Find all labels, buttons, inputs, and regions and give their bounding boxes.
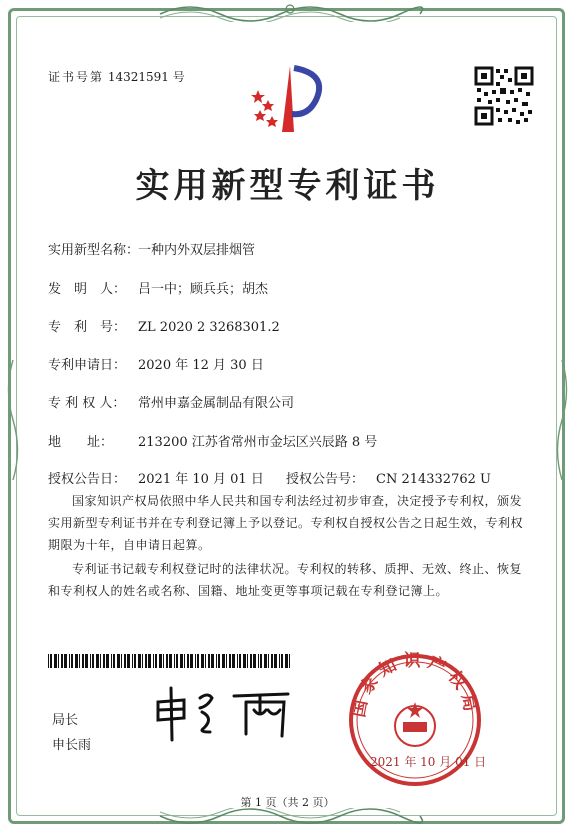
field-value: ZL 2020 2 3268301.2 xyxy=(138,320,280,335)
barcode-bar xyxy=(222,654,225,668)
barcode-bar xyxy=(103,654,105,668)
field-value: 一种内外双层排烟管 xyxy=(138,243,256,258)
barcode-bar xyxy=(113,654,115,668)
barcode-bar xyxy=(166,654,168,668)
barcode-bar xyxy=(117,654,120,668)
svg-text:国家知识产权局: 国家知识产权局 xyxy=(348,651,482,719)
seal-date: 2021 年 10 月 01 日 xyxy=(370,755,487,769)
field-value: 常州申嘉金属制品有限公司 xyxy=(138,396,295,411)
barcode-bar xyxy=(159,654,162,668)
page-number: 第 1 页（共 2 页） xyxy=(240,796,335,809)
barcode-bar xyxy=(174,654,175,668)
field-label: 专利申请日： xyxy=(48,358,127,373)
barcode-bar xyxy=(111,654,112,668)
barcode-bar xyxy=(211,654,214,668)
field-label: 实用新型名称： xyxy=(48,243,140,258)
barcode-bar xyxy=(264,654,267,668)
barcode-icon xyxy=(48,654,294,668)
barcode-bar xyxy=(201,654,204,668)
barcode-bar xyxy=(79,654,80,668)
barcode-bar xyxy=(61,654,63,668)
field-inventor xyxy=(48,278,268,297)
barcode-bar xyxy=(226,654,227,668)
director-title: 局长 xyxy=(52,713,79,728)
serial-label: 证书号第 xyxy=(48,70,105,84)
field-label: 专 利 权 人： xyxy=(48,396,126,411)
barcode-bar xyxy=(169,654,172,668)
barcode-bar xyxy=(250,654,252,668)
serial-number: 14321591 xyxy=(107,70,169,84)
barcode-bar xyxy=(229,654,231,668)
barcode-bar xyxy=(197,654,199,668)
barcode-bar xyxy=(163,654,164,668)
barcode-bar xyxy=(75,654,78,668)
barcode-bar xyxy=(205,654,206,668)
barcode-bar xyxy=(100,654,101,668)
barcode-bar xyxy=(279,654,280,668)
field-label: 授权公告号： xyxy=(286,472,365,487)
field-grant-date xyxy=(48,468,264,487)
barcode-bar xyxy=(54,654,57,668)
barcode-bar xyxy=(195,654,196,668)
barcode-bar xyxy=(145,654,147,668)
barcode-bar xyxy=(232,654,235,668)
barcode-bar xyxy=(180,654,183,668)
barcode-bar xyxy=(208,654,210,668)
barcode-bar xyxy=(134,654,136,668)
barcode-bar xyxy=(92,654,94,668)
barcode-bar xyxy=(253,654,256,668)
field-patent-number xyxy=(48,316,280,335)
field-value: 吕一中；顾兵兵；胡杰 xyxy=(138,282,269,297)
barcode-bar xyxy=(48,654,49,668)
serial-suffix: 号 xyxy=(172,70,185,84)
barcode-bar xyxy=(124,654,126,668)
barcode-bar xyxy=(184,654,185,668)
field-label: 地 址： xyxy=(48,435,114,450)
barcode-bar xyxy=(106,654,109,668)
barcode-bar xyxy=(138,654,141,668)
cnipa-logo-icon xyxy=(238,60,334,140)
barcode-bar xyxy=(237,654,238,668)
barcode-bar xyxy=(216,654,217,668)
barcode-bar xyxy=(71,654,73,668)
barcode-bar xyxy=(176,654,178,668)
barcode-bar xyxy=(155,654,157,668)
legal-status-paragraph: 专利证书记载专利权登记时的法律状况。专利权的转移、质押、无效、终止、恢复和专利权人的姓名或名称、国籍、地址变更等事项记载在专利登记簿上。 xyxy=(48,562,523,598)
barcode-bar xyxy=(85,654,88,668)
certificate-title: 实用新型专利证书 xyxy=(135,166,440,206)
barcode-bar xyxy=(127,654,130,668)
field-patentee xyxy=(48,392,294,411)
top-ornament xyxy=(150,0,430,22)
barcode-bar xyxy=(243,654,246,668)
field-label: 发 明 人： xyxy=(48,282,127,297)
right-ornament xyxy=(553,360,571,480)
barcode-bar xyxy=(121,654,122,668)
field-label: 授权公告日： xyxy=(48,472,127,487)
barcode-bar xyxy=(58,654,59,668)
field-label: 专 利 号： xyxy=(48,320,127,335)
director-name: 申长雨 xyxy=(52,738,92,753)
qr-code-icon xyxy=(474,66,534,126)
barcode-bar xyxy=(281,654,283,668)
barcode-bar xyxy=(69,654,70,668)
field-address xyxy=(48,431,377,450)
field-value: 2020 年 12 月 30 日 xyxy=(138,358,264,373)
barcode-bar xyxy=(50,654,52,668)
grant-statement-paragraph: 国家知识产权局依照中华人民共和国专利法经过初步审查，决定授予专利权，颁发实用新型专利证书并在专利登记簿上予以登记。专利权自授权公告之日起生效，专利权期限为十年，自申请日起算。 xyxy=(48,494,524,552)
bottom-ornament xyxy=(150,808,430,830)
certificate-serial xyxy=(48,68,185,85)
field-grant-publication-number xyxy=(286,468,491,487)
barcode-bar xyxy=(90,654,91,668)
barcode-bar xyxy=(82,654,84,668)
barcode-bar xyxy=(187,654,189,668)
barcode-bar xyxy=(142,654,143,668)
barcode-bar xyxy=(64,654,67,668)
barcode-bar xyxy=(258,654,259,668)
field-value: 2021 年 10 月 01 日 xyxy=(138,472,264,487)
barcode-bar xyxy=(190,654,193,668)
barcode-bar xyxy=(148,654,151,668)
barcode-bar xyxy=(274,654,277,668)
barcode-bar xyxy=(132,654,133,668)
left-ornament xyxy=(4,360,22,480)
barcode-bar xyxy=(260,654,262,668)
field-filing-date xyxy=(48,354,264,373)
barcode-bar xyxy=(247,654,248,668)
barcode-bar xyxy=(96,654,99,668)
field-utility-model-name xyxy=(48,239,255,258)
barcode-bar xyxy=(285,654,288,668)
barcode-bar xyxy=(239,654,241,668)
barcode-bar xyxy=(218,654,220,668)
barcode-bar xyxy=(268,654,269,668)
director-signature xyxy=(150,682,300,742)
barcode-bar xyxy=(271,654,273,668)
field-value: 213200 江苏省常州市金坛区兴辰路 8 号 xyxy=(138,435,378,450)
barcode-bar xyxy=(289,654,290,668)
field-value: CN 214332762 U xyxy=(376,472,491,487)
barcode-bar xyxy=(153,654,154,668)
